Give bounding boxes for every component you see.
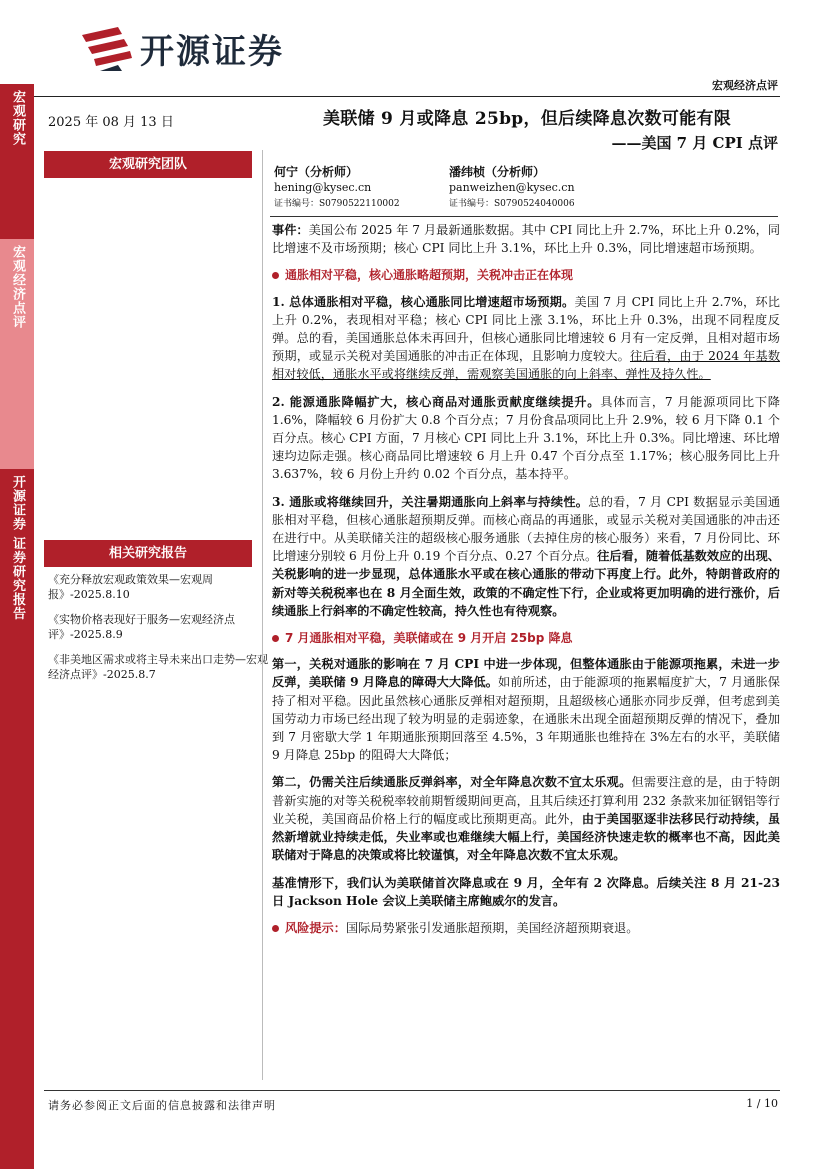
paragraph-4: 第一，关税对通胀的影响在 7 月 CPI 中进一步体现，但整体通胀由于能源项拖累，未进一步反弹，美联储 9 月降息的障碍大大降低。如前所述，由于能源项的拖累幅度扩大，7 月通胀保持了相对平稳。因此虽然核心通胀反弹相对超预期，且超级核心通胀亦同步反弹，但考虑到美国劳动力市场已经出现了较为明显的走弱迹象，在通胀未出现全面超预期反弹的情况下，叠加到 7 月密歇大学 1 年期通胀预期回落至 4.5%，3 年期通胀也维持在 3%左右的水平，美联储 9 月降息 25bp 的阻碍大大降低；: [272, 657, 780, 763]
analyst-cert: 证书编号：S0790524040006: [449, 199, 575, 209]
team-label: 宏观研究团队: [44, 151, 252, 178]
related-report-item[interactable]: 《实物价格表现好于服务—宏观经济点评》-2025.8.9: [48, 613, 235, 641]
related-reports-list: [48, 572, 268, 692]
related-report-item[interactable]: 《非美地区需求或将主导未来出口走势—宏观经济点评》-2025.8.7: [48, 653, 268, 681]
event-paragraph: 事件：美国公布 2025 年 7 月最新通胀数据。其中 CPI 同比上升 2.7%，环比上升 0.2%，同比增速不及市场预期；核心 CPI 同比上升 3.1%，环比上升 0.3%，同比增速超市场预期。: [272, 223, 781, 256]
column-divider: [262, 150, 263, 1080]
footer-disclaimer: 请务必参阅正文后面的信息披露和法律声明: [48, 1099, 276, 1112]
analyst-email[interactable]: hening@kysec.cn: [274, 181, 372, 194]
analyst-card: [274, 164, 400, 212]
analyst-cert: 证书编号：S0790522110002: [274, 199, 400, 209]
report-subtitle: ——美国 7 月 CPI 点评: [611, 134, 778, 152]
risk-paragraph: 风险提示：国际局势紧张引发通胀超预期，美国经济超预期衰退。: [272, 919, 780, 937]
report-type-tag: 宏观经济点评: [712, 79, 778, 92]
section-heading-2: 7 月通胀相对平稳，美联储或在 9 月开启 25bp 降息: [272, 629, 780, 647]
strip-segment-research: 宏观研究: [0, 84, 34, 239]
brand-logo: [78, 24, 284, 73]
analyst-name: 潘纬桢（分析师）: [449, 165, 546, 179]
bullet-dot-icon: [272, 272, 279, 279]
paragraph-6: 基准情形下，我们认为美联储首次降息或在 9 月，全年有 2 次降息。后续关注 8 月 21-23 日 Jackson Hole 会议上美联储主席鲍威尔的发言。: [272, 875, 780, 908]
strip-segment-type: 宏观经济点评: [0, 239, 34, 469]
section-heading-1: 通胀相对平稳，核心通胀略超预期，关税冲击正在体现: [272, 266, 780, 284]
page-number: 1 / 10: [746, 1097, 778, 1110]
report-title: 美联储 9 月或降息 25bp，但后续降息次数可能有限: [322, 109, 732, 129]
header-divider: [34, 96, 780, 97]
analyst-email[interactable]: panweizhen@kysec.cn: [449, 181, 575, 194]
paragraph-3: 3. 通胀或将继续回升，关注暑期通胀向上斜率与持续性。总的看，7 月 CPI 数据显示美国通胀相对平稳，但核心通胀超预期反弹。而核心商品的再通胀，或显示关税对美国通胀的冲击还在进行中。从美联储关注的超级核心服务通胀（去掉住房的核心服务）来看，7 月份同比、环比增速分别较 6 月份上升 0.19 个百分点、0.27 个百分点。往后看，随着低基数效应的出现、关税影响的进一步显现，总体通胀水平或在核心通胀的带动下再度上行。此外，特朗普政府的新对等关税税率也在 8 月全面生效，政策的不确定性下行，企业或将更加明确的进行涨价，后续通胀上行斜率的不确定性较高，持久性也有待观察。: [272, 494, 781, 618]
related-report-item[interactable]: 《充分释放宏观政策效果—宏观周报》-2025.8.10: [48, 573, 213, 601]
strip-segment-brand: 开源证券 证券研究报告: [0, 469, 34, 1169]
analyst-card: [449, 164, 575, 212]
footer-divider: [44, 1090, 780, 1091]
paragraph-2: 2. 能源通胀降幅扩大，核心商品对通胀贡献度继续提升。具体而言，7 月能源项同比下降 1.6%，降幅较 6 月份扩大 0.8 个百分点；7 月份食品项同比上升 2.9%，较 6 月下降 0.1 个百分点。核心 CPI 方面，7 月核心 CPI 同比上升 3.1%，环比上升 0.3%。同比增速、环比增速均边际走强。核心商品同比增速较 6 月上升 0.47 个百分点至 1.17%；核心服务同比上升 3.637%，较 6 月份上升约 0.02 个百分点，基本持平。: [272, 394, 780, 482]
report-date: 2025 年 08 月 13 日: [48, 115, 174, 130]
bullet-dot-icon: [272, 635, 279, 642]
paragraph-1: 1. 总体通胀相对平稳，核心通胀同比增速超市场预期。美国 7 月 CPI 同比上升 2.7%，环比上升 0.2%，表现相对平稳；核心 CPI 同比上涨 3.1%，环比上升 0.3%，出现不同程度反弹。总的看，美国通胀总体未再回升，但核心通胀同比增速较 6 月有一定反弹，且相对超市场预期，或显示关税对美国通胀的冲击正在体现，且影响力度较大。往后看，由于 2024 年基数相对较低，通胀水平或将继续反弹，需观察美国通胀的向上斜率、弹性及持久性。: [272, 294, 781, 382]
bullet-dot-icon: [272, 925, 279, 932]
brand-name: 开源证券: [140, 32, 284, 72]
analyst-divider: [270, 216, 778, 217]
left-side-strip: [0, 84, 34, 1169]
related-reports-label: 相关研究报告: [44, 540, 252, 567]
brand-logo-icon: [78, 25, 132, 73]
analyst-name: 何宁（分析师）: [274, 165, 359, 179]
report-body: [272, 221, 780, 946]
paragraph-5: 第二，仍需关注后续通胀反弹斜率，对全年降息次数不宜太乐观。但需要注意的是，由于特朗普新实施的对等关税税率较前期暂缓期间更高，且其后续还打算利用 232 条款来加征钢铝等行业关税，美国商品价格上行的幅度或比预期更高。此外，由于美国驱逐非法移民行动持续，虽然新增就业持续走低，失业率或也难继续大幅上行，美国经济快速走软的概率也不高，因此美联储对于降息的决策或将比较谨慎，对全年降息次数不宜太乐观。: [272, 775, 781, 863]
